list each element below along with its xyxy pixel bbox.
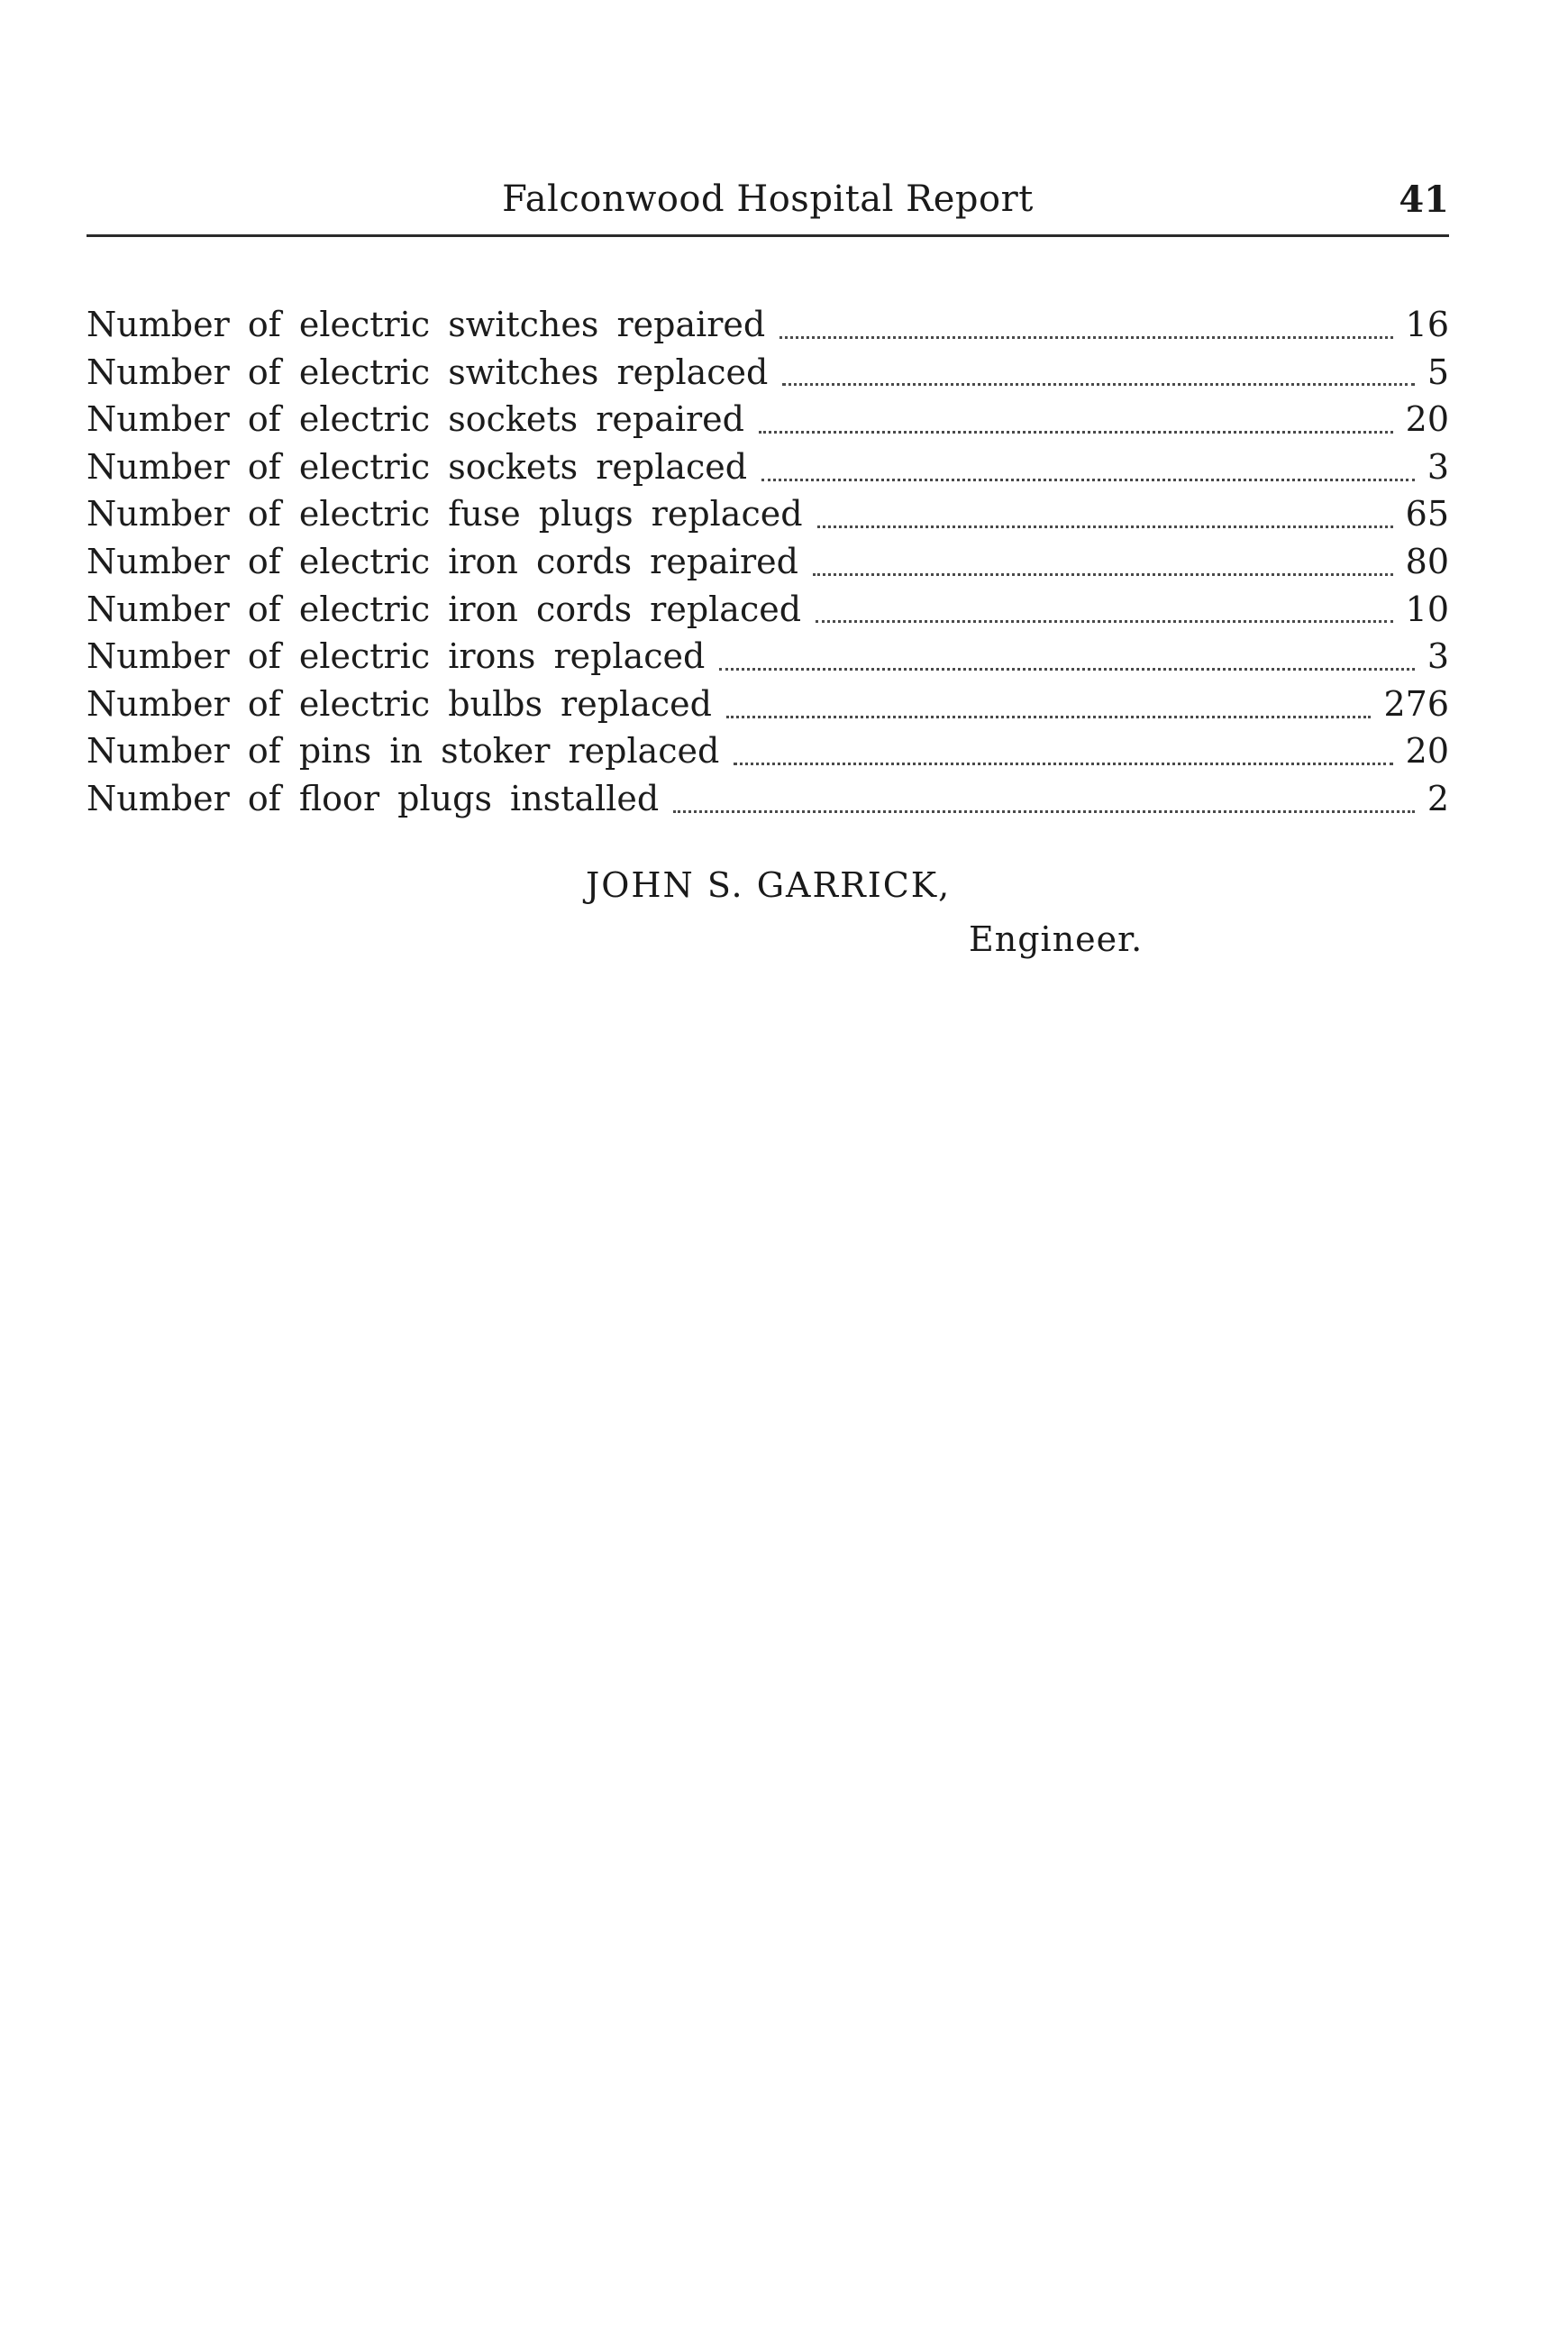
dot-leader [816,620,1393,623]
list-item [87,542,1449,589]
item-label: Number of electric switches replaced [87,352,769,392]
dot-leader [726,716,1372,718]
item-label: Number of floor plugs installed [87,778,660,818]
item-value: 80 [1405,541,1449,581]
signature-title: Engineer. [969,919,1144,959]
item-value: 16 [1405,305,1449,344]
dot-leader [782,383,1414,386]
dot-leader [761,479,1415,481]
item-value: 2 [1427,778,1449,818]
item-label: Number of electric sockets replaced [87,446,748,487]
dot-leader [759,431,1393,434]
dot-leader [734,763,1392,765]
item-value: 20 [1405,399,1449,440]
item-value: 3 [1427,636,1449,677]
list-item [87,779,1449,827]
item-value: 65 [1405,494,1449,535]
dot-leader [779,336,1392,339]
page-title: Falconwood Hospital Report [502,178,1034,220]
dot-leader [813,573,1393,576]
list-item [87,731,1449,779]
signature-name: JOHN S. GARRICK, [586,865,952,905]
item-value: 20 [1405,731,1449,772]
list-item [87,352,1449,400]
dot-leader [673,810,1415,813]
item-value: 3 [1427,446,1449,487]
item-label: Number of electric irons replaced [87,636,706,677]
item-value: 5 [1427,352,1449,392]
page-header [87,171,1449,237]
item-label: Number of electric iron cords replaced [87,589,802,629]
list-item [87,399,1449,447]
item-label: Number of electric bulbs replaced [87,683,712,724]
item-label: Number of electric iron cords repaired [87,541,798,581]
dot-leader [719,668,1414,671]
list-item [87,589,1449,637]
list-item [87,636,1449,684]
list-item [87,447,1449,495]
item-label: Number of electric switches repaired [87,305,766,344]
item-label: Number of electric fuse plugs replaced [87,494,803,535]
dot-leader [817,525,1393,528]
item-value: 276 [1383,683,1449,724]
item-value: 10 [1405,589,1449,629]
page-number: 41 [1399,178,1449,221]
list-item [87,305,1449,352]
list-item [87,494,1449,542]
item-label: Number of electric sockets repaired [87,399,744,440]
list-item [87,684,1449,732]
item-label: Number of pins in stoker replaced [87,731,720,772]
report-list [87,305,1449,827]
